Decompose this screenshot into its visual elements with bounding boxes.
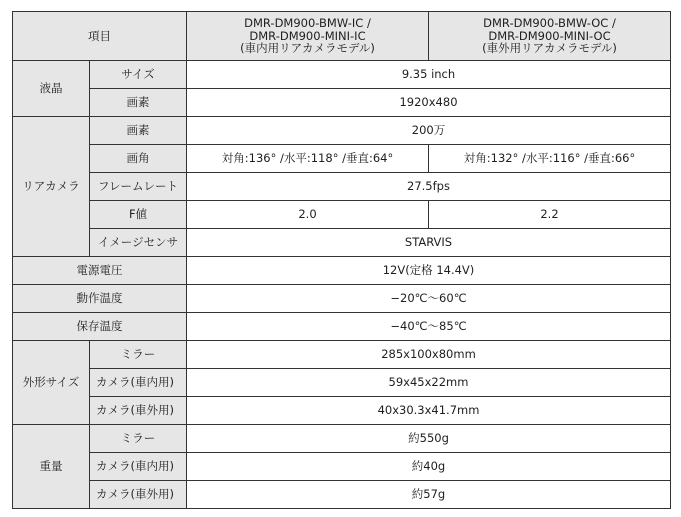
lcd-size-value: 9.35 inch [187,61,671,89]
weight-cam-in-value: 約40g [187,453,671,481]
header-model-oc [429,12,671,61]
weight-mirror-value: 約550g [187,425,671,453]
storage-temp-label: 保存温度 [13,313,187,341]
lcd-pixels-value: 1920x480 [187,89,671,117]
power-row [13,257,671,285]
weight-cam-out-value: 約57g [187,481,671,509]
rear-angle-oc: 対角:132° /水平:116° /垂直:66° [429,145,671,173]
rear-fvalue-oc: 2.2 [429,201,671,229]
weight-cam-out-row [13,481,671,509]
rear-pixels-value: 200万 [187,117,671,145]
header-ic-line1: DMR-DM900-BMW-IC / [244,15,371,30]
rear-pixels-row [13,117,671,145]
rear-angle-row [13,145,671,173]
dim-cam-out-value: 40x30.3x41.7mm [187,397,671,425]
header-row [13,12,671,61]
lcd-pixels-row [13,89,671,117]
rear-framerate-row [13,173,671,201]
dim-cam-in-value: 59x45x22mm [187,369,671,397]
header-oc-line2: DMR-DM900-MINI-OC [488,28,611,43]
dim-cam-in-row [13,369,671,397]
lcd-size-label: サイズ [90,61,187,89]
lcd-size-row [13,61,671,89]
storage-temp-value: −40℃〜85℃ [187,313,671,341]
dim-cam-out-row [13,397,671,425]
rear-angle-ic: 対角:136° /水平:118° /垂直:64° [187,145,429,173]
dim-cam-out-label: カメラ(車外用) [90,397,187,425]
header-model-ic [187,12,429,61]
rear-sensor-row [13,229,671,257]
operating-temp-label: 動作温度 [13,285,187,313]
rear-camera-group-label: リアカメラ [13,117,90,257]
header-ic-line3: (車内用リアカメラモデル) [240,41,375,56]
rear-sensor-value: STARVIS [187,229,671,257]
rear-framerate-value: 27.5fps [187,173,671,201]
weight-group-label: 重量 [13,425,90,509]
dim-mirror-value: 285x100x80mm [187,341,671,369]
header-ic-line2: DMR-DM900-MINI-IC [249,28,366,43]
dim-mirror-row [13,341,671,369]
lcd-group-label: 液晶 [13,61,90,117]
weight-mirror-row [13,425,671,453]
power-value: 12V(定格 14.4V) [187,257,671,285]
rear-framerate-label: フレームレート [90,173,187,201]
header-oc-line3: (車外用リアカメラモデル) [482,41,617,56]
weight-cam-in-label: カメラ(車内用) [90,453,187,481]
weight-cam-in-row [13,453,671,481]
rear-fvalue-label: F値 [90,201,187,229]
rear-angle-label: 画角 [90,145,187,173]
dimensions-group-label: 外形サイズ [13,341,90,425]
storage-temp-row [13,313,671,341]
dim-cam-in-label: カメラ(車内用) [90,369,187,397]
rear-fvalue-ic: 2.0 [187,201,429,229]
weight-cam-out-label: カメラ(車外用) [90,481,187,509]
spec-table [12,11,671,509]
header-item-label: 項目 [13,12,187,61]
power-label: 電源電圧 [13,257,187,285]
dim-mirror-label: ミラー [90,341,187,369]
operating-temp-value: −20℃〜60℃ [187,285,671,313]
rear-fvalue-row [13,201,671,229]
operating-temp-row [13,285,671,313]
rear-sensor-label: イメージセンサ [90,229,187,257]
header-oc-line1: DMR-DM900-BMW-OC / [483,15,616,30]
weight-mirror-label: ミラー [90,425,187,453]
lcd-pixels-label: 画素 [90,89,187,117]
rear-pixels-label: 画素 [90,117,187,145]
